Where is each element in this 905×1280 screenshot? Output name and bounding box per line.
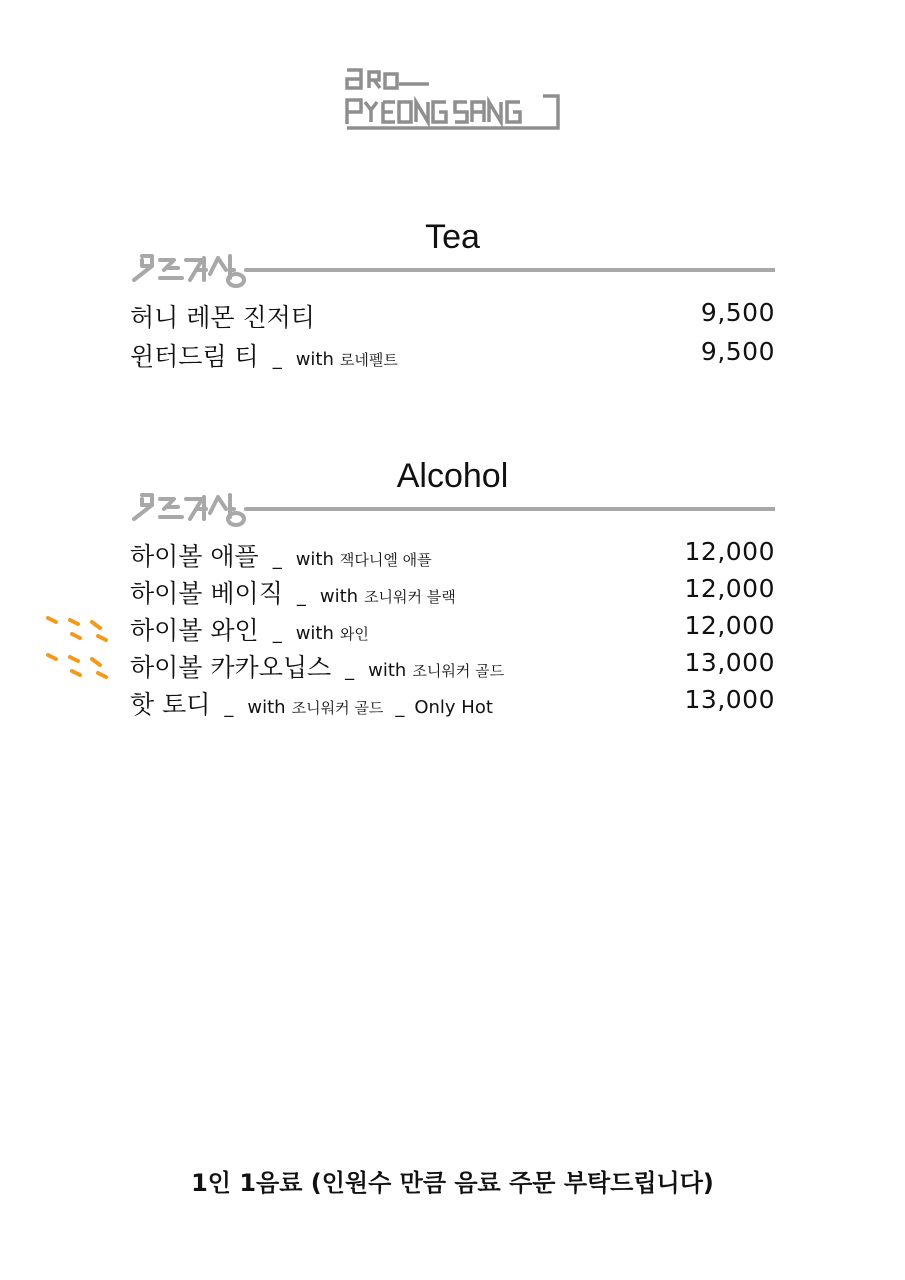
menu-item [130,685,775,721]
item-sub: 조니워커 골드 [412,662,505,680]
separator: _ [296,586,306,607]
item-price: 12,000 [684,611,775,640]
separator: _ [272,623,282,644]
item-sub: 잭다니엘 애플 [339,551,432,569]
item-with: with [295,349,334,370]
item-name-line [130,611,369,647]
item-with: with [295,623,334,644]
item-name-line [130,537,432,573]
item-name: 핫 토디 [130,690,211,719]
highlight-marks-icon [44,614,114,642]
separator: _ [272,349,282,370]
item-name: 하이볼 카카오닙스 [130,653,332,682]
highlight-marks-icon [44,651,114,679]
item-price: 13,000 [684,648,775,677]
item-sub: 와인 [339,625,369,643]
item-name: 윈터드림 티 [130,342,259,371]
menu-item [130,648,775,684]
item-with: with [319,586,359,607]
section-divider-logo [130,248,775,288]
item-price: 9,500 [700,337,775,366]
menu-item [130,298,775,334]
item-name: 하이볼 와인 [130,616,259,645]
item-with: with [295,549,334,570]
item-name: 허니 레몬 진저티 [130,303,315,332]
separator: _ [395,697,405,718]
item-name-line [130,685,493,721]
section-title-tea: Tea [425,218,480,256]
section-divider-logo [130,487,775,527]
item-extra: Only Hot [414,697,493,718]
item-name: 하이볼 베이직 [130,579,283,608]
item-name-line [130,574,456,610]
item-name: 하이볼 애플 [130,542,259,571]
item-price: 12,000 [684,537,775,566]
footer-note: 1인 1음료 (인원수 만큼 음료 주문 부탁드립니다) [191,1169,714,1197]
section-title-alcohol: Alcohol [396,457,509,495]
menu-item [130,337,775,373]
item-price: 13,000 [684,685,775,714]
item-price: 9,500 [700,298,775,327]
item-price: 12,000 [684,574,775,603]
item-name-line [130,648,504,684]
menu-item [130,611,775,647]
menu-item [130,537,775,573]
separator: _ [272,549,282,570]
separator: _ [224,697,234,718]
item-sub: 로네펠트 [339,351,398,369]
separator: _ [345,660,355,681]
item-sub: 조니워커 블랙 [364,588,456,606]
item-with: with [247,697,286,718]
brand-logo [343,66,563,132]
item-with: with [368,660,407,681]
item-name-line [130,337,398,373]
menu-item [130,574,775,610]
item-sub: 조니워커 골드 [291,699,384,717]
